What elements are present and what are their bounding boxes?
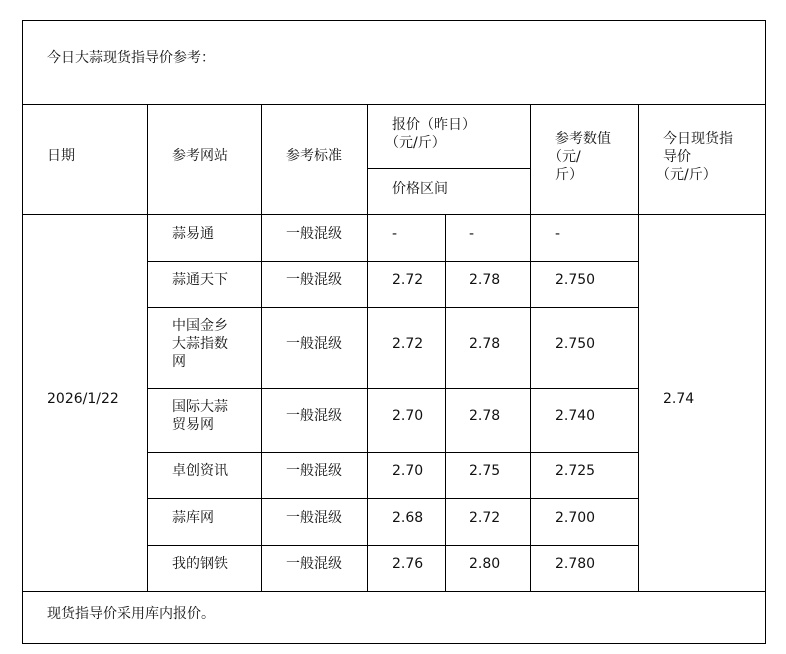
ref-value-cell: 2.725 bbox=[555, 463, 596, 479]
ref-value-cell: 2.750 bbox=[555, 336, 596, 352]
rule-row-5 bbox=[148, 498, 638, 499]
site-cell-line1: 国际大蒜 bbox=[172, 399, 228, 415]
price-high-cell: 2.80 bbox=[469, 556, 501, 572]
col-rule-1 bbox=[147, 104, 148, 591]
header-standard: 参考标准 bbox=[286, 148, 342, 164]
ref-value-cell: 2.700 bbox=[555, 510, 596, 526]
site-cell: 卓创资讯 bbox=[172, 463, 228, 479]
standard-cell: 一般混级 bbox=[286, 408, 342, 424]
price-low-cell: 2.68 bbox=[392, 510, 424, 526]
col-rule-6 bbox=[638, 104, 639, 591]
date-cell: 2026/1/22 bbox=[47, 391, 119, 407]
site-cell-line3: 网 bbox=[172, 354, 186, 370]
rule-row-2 bbox=[148, 307, 638, 308]
col-rule-2 bbox=[261, 104, 262, 591]
header-today-line3: （元/斤） bbox=[656, 167, 717, 183]
price-high-cell: 2.72 bbox=[469, 510, 501, 526]
site-cell: 蒜库网 bbox=[172, 510, 214, 526]
standard-cell: 一般混级 bbox=[286, 463, 342, 479]
rule-quote-split bbox=[368, 168, 530, 169]
site-cell-line2: 大蒜指数 bbox=[172, 336, 228, 352]
site-cell: 蒜易通 bbox=[172, 226, 214, 242]
header-date: 日期 bbox=[47, 148, 75, 164]
site-cell: 我的钢铁 bbox=[172, 556, 228, 572]
price-low-cell: 2.70 bbox=[392, 463, 424, 479]
site-cell: 蒜通天下 bbox=[172, 272, 228, 288]
footer-note: 现货指导价采用库内报价。 bbox=[47, 606, 215, 622]
standard-cell: 一般混级 bbox=[286, 510, 342, 526]
standard-cell: 一般混级 bbox=[286, 336, 342, 352]
ref-value-cell: - bbox=[555, 226, 561, 242]
site-cell-line2: 贸易网 bbox=[172, 417, 214, 433]
price-high-cell: 2.78 bbox=[469, 272, 501, 288]
ref-value-cell: 2.740 bbox=[555, 408, 596, 424]
site-cell-line1: 中国金乡 bbox=[172, 318, 228, 334]
header-range: 价格区间 bbox=[392, 181, 448, 197]
rule-title-bottom bbox=[22, 104, 766, 105]
col-rule-4 bbox=[445, 214, 446, 591]
header-quote-line2: （元/斤） bbox=[385, 135, 446, 151]
price-low-cell: - bbox=[392, 226, 398, 242]
rule-row-1 bbox=[148, 261, 638, 262]
page-title: 今日大蒜现货指导价参考： bbox=[47, 50, 215, 66]
header-today-line1: 今日现货指 bbox=[663, 131, 733, 147]
price-low-cell: 2.76 bbox=[392, 556, 424, 572]
header-quote-line1: 报价（昨日） bbox=[392, 117, 476, 133]
rule-header-bottom bbox=[22, 214, 766, 215]
price-high-cell: 2.75 bbox=[469, 463, 501, 479]
col-rule-3 bbox=[367, 104, 368, 591]
today-price-cell: 2.74 bbox=[663, 391, 695, 407]
standard-cell: 一般混级 bbox=[286, 272, 342, 288]
price-low-cell: 2.72 bbox=[392, 336, 424, 352]
rule-row-3 bbox=[148, 388, 638, 389]
rule-body-bottom bbox=[22, 591, 766, 592]
standard-cell: 一般混级 bbox=[286, 556, 342, 572]
ref-value-cell: 2.780 bbox=[555, 556, 596, 572]
ref-value-cell: 2.750 bbox=[555, 272, 596, 288]
standard-cell: 一般混级 bbox=[286, 226, 342, 242]
header-ref-line2: （元/ bbox=[548, 149, 581, 165]
rule-row-4 bbox=[148, 452, 638, 453]
header-ref-line3: 斤） bbox=[555, 167, 583, 183]
price-low-cell: 2.72 bbox=[392, 272, 424, 288]
header-today-line2: 导价 bbox=[663, 149, 691, 165]
price-high-cell: 2.78 bbox=[469, 408, 501, 424]
price-high-cell: - bbox=[469, 226, 475, 242]
header-site: 参考网站 bbox=[172, 148, 228, 164]
col-rule-5 bbox=[530, 104, 531, 591]
price-high-cell: 2.78 bbox=[469, 336, 501, 352]
header-ref-line1: 参考数值 bbox=[555, 131, 611, 147]
price-low-cell: 2.70 bbox=[392, 408, 424, 424]
rule-row-6 bbox=[148, 545, 638, 546]
price-table-frame bbox=[22, 20, 766, 644]
